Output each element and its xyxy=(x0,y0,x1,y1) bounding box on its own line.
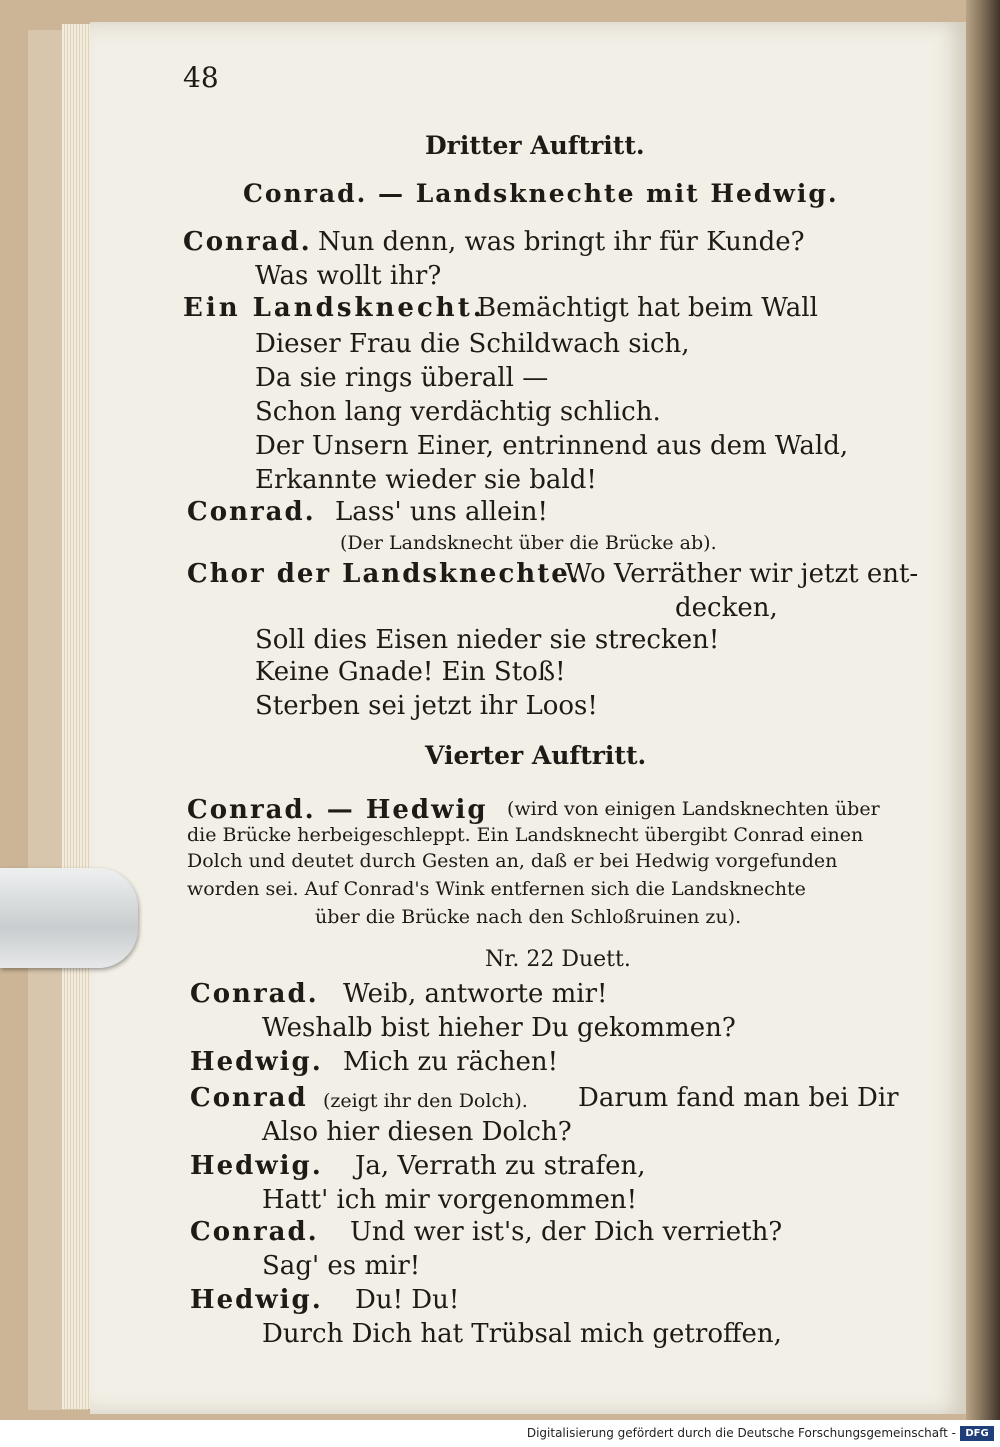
speaker-name: Hedwig. xyxy=(190,1285,323,1315)
speaker-name: Ein Landsknecht. xyxy=(183,293,485,323)
verse-line: Nun denn, was bringt ihr für Kunde? xyxy=(318,227,805,257)
speaker-name: Conrad. xyxy=(190,1217,319,1247)
verse-line: decken, xyxy=(675,593,778,623)
page-clip xyxy=(0,868,138,968)
stage-direction: (wird von einigen Landsknechten über xyxy=(507,798,880,820)
verse-line: Wo Verräther wir jetzt ent- xyxy=(565,559,919,589)
verse-line: Lass' uns allein! xyxy=(335,497,548,527)
stage-direction: die Brücke herbeigeschleppt. Ein Landsknecht übergibt Conrad einen xyxy=(187,824,864,846)
verse-line: Darum fand man bei Dir xyxy=(578,1083,899,1113)
dfg-logo: DFG xyxy=(960,1426,994,1441)
verse-line: Sag' es mir! xyxy=(262,1251,421,1281)
stage-direction: Dolch und deutet durch Gesten an, daß er bei Hedwig vorgefunden xyxy=(187,850,838,872)
verse-line: Ja, Verrath zu strafen, xyxy=(355,1151,646,1181)
verse-line: Also hier diesen Dolch? xyxy=(262,1117,572,1147)
book-gutter-shadow xyxy=(966,0,1000,1420)
verse-line: Bemächtigt hat beim Wall xyxy=(477,293,818,323)
verse-line: Durch Dich hat Trübsal mich getroffen, xyxy=(262,1319,782,1349)
speaker-name: Conrad. — Hedwig xyxy=(187,795,488,825)
verse-line: Hatt' ich mir vorgenommen! xyxy=(262,1185,638,1215)
verse-line: Du! Du! xyxy=(355,1285,460,1315)
verse-line: Und wer ist's, der Dich verrieth? xyxy=(350,1217,783,1247)
verse-line: Der Unsern Einer, entrinnend aus dem Wald, xyxy=(255,431,849,461)
speaker-name: Hedwig. xyxy=(190,1151,323,1181)
speaker-name: Chor der Landsknechte. xyxy=(187,559,581,589)
page-stack-edge xyxy=(62,24,92,1409)
speaker-name: Conrad xyxy=(190,1083,308,1113)
stage-direction: über die Brücke nach den Schloßruinen zu). xyxy=(315,906,742,928)
verse-line: Soll dies Eisen nieder sie strecken! xyxy=(255,625,720,655)
verse-line: Schon lang verdächtig schlich. xyxy=(255,397,661,427)
verse-line: Dieser Frau die Schildwach sich, xyxy=(255,329,690,359)
musical-number: Nr. 22 Duett. xyxy=(485,947,631,972)
scene-cast: Conrad. — Landsknechte mit Hedwig. xyxy=(243,179,839,208)
verse-line: Sterben sei jetzt ihr Loos! xyxy=(255,691,598,721)
scene-heading: Vierter Auftritt. xyxy=(425,741,647,770)
speaker-name: Conrad. xyxy=(183,227,312,257)
scene-heading: Dritter Auftritt. xyxy=(425,131,645,160)
speaker-name: Conrad. xyxy=(190,979,319,1009)
page-number: 48 xyxy=(183,61,219,94)
stage-direction: (Der Landsknecht über die Brücke ab). xyxy=(340,532,717,554)
speaker-name: Conrad. xyxy=(187,497,316,527)
verse-line: Keine Gnade! Ein Stoß! xyxy=(255,657,566,687)
funding-credit: Digitalisierung gefördert durch die Deutsche Forschungsgemeinschaft - xyxy=(526,1426,956,1440)
verse-line: Weshalb bist hieher Du gekommen? xyxy=(262,1013,736,1043)
verse-line: Mich zu rächen! xyxy=(343,1047,559,1077)
footer-bar xyxy=(0,1420,1000,1447)
verse-line: Da sie rings überall — xyxy=(255,363,549,393)
verse-line: Was wollt ihr? xyxy=(255,261,442,291)
verse-line: Erkannte wieder sie bald! xyxy=(255,465,597,495)
stage-direction: (zeigt ihr den Dolch). xyxy=(323,1090,528,1112)
stage-direction: worden sei. Auf Conrad's Wink entfernen sich die Landsknechte xyxy=(187,878,806,900)
speaker-name: Hedwig. xyxy=(190,1047,323,1077)
verse-line: Weib, antworte mir! xyxy=(343,979,608,1009)
